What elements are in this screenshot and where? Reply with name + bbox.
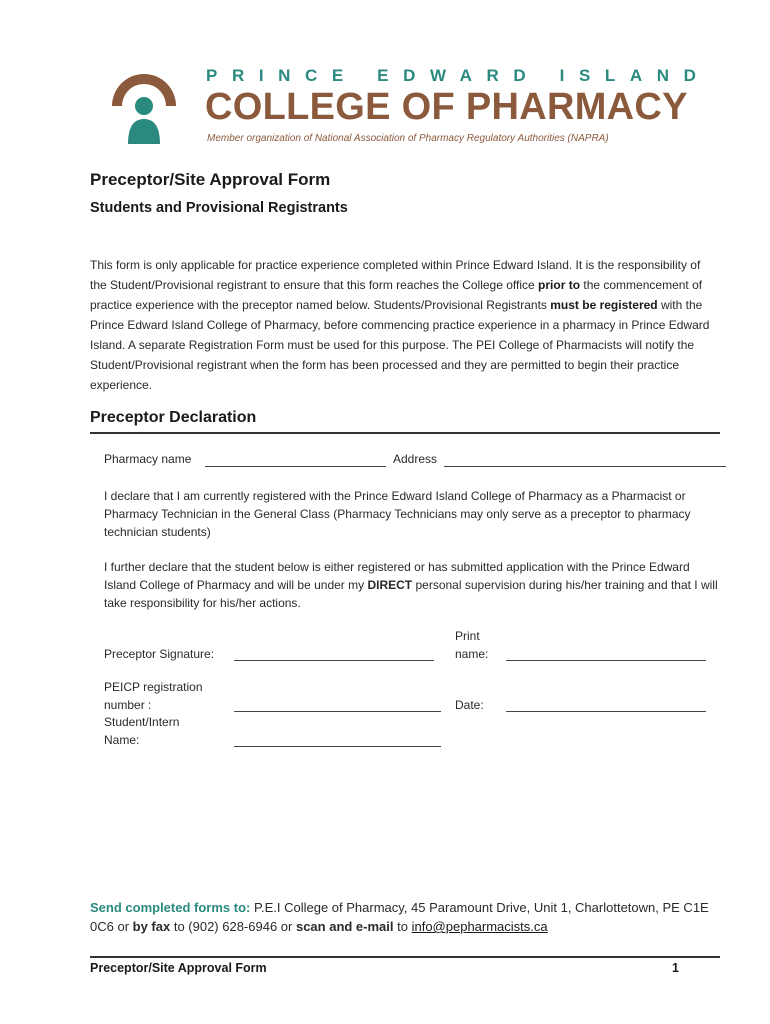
student-name-field[interactable] xyxy=(234,746,441,747)
footer-divider xyxy=(90,956,720,958)
form-subtitle: Students and Provisional Registrants xyxy=(90,200,348,216)
print-name-field[interactable] xyxy=(506,660,706,661)
peicp-registration-label-line1: PEICP registration xyxy=(104,680,203,694)
pharmacy-name-field[interactable] xyxy=(205,466,386,467)
date-field[interactable] xyxy=(506,711,706,712)
declaration-paragraph-1: I declare that I am currently registered with the Prince Edward Island College of Pharmacy as a Pharmacist or Pharmacy Technician in the General Class (Pharmacy Technicians may only serve as a preceptor to pharmacy technician students) xyxy=(104,489,691,539)
date-label: Date: xyxy=(455,698,484,712)
submission-instructions: Send completed forms to: P.E.I College of Pharmacy, 45 Paramount Drive, Unit 1, Charlottetown, PE C1E 0C6 or by fax to (902) 628-6946 or scan and e-mail to info@pepharmacists.ca xyxy=(90,900,709,934)
email-link[interactable]: info@pepharmacists.ca xyxy=(411,919,548,934)
peicp-registration-field[interactable] xyxy=(234,711,441,712)
pharmacy-logo-icon xyxy=(108,66,180,146)
logo-text-membership: Member organization of National Association of Pharmacy Regulatory Authorities (NAPRA) xyxy=(207,133,609,144)
pharmacy-name-label: Pharmacy name xyxy=(104,452,192,466)
section-title-preceptor-declaration: Preceptor Declaration xyxy=(90,409,257,426)
student-name-label-line2: Name: xyxy=(104,733,140,747)
logo-text-college: COLLEGE OF PHARMACY xyxy=(205,86,688,128)
student-name-label-line1: Student/Intern xyxy=(104,715,180,729)
footer-form-title: Preceptor/Site Approval Form xyxy=(90,961,267,975)
declaration-paragraph-2: I further declare that the student below is either registered or has submitted application with the Prince Edward Island College of Pharmacy and will be under my DIRECT personal supervision during his/her training and that I will take responsibility for his/her actions. xyxy=(104,560,718,610)
preceptor-signature-label: Preceptor Signature: xyxy=(104,647,215,661)
print-name-label-line2: name: xyxy=(455,647,489,661)
college-logo xyxy=(108,64,711,150)
section-divider xyxy=(90,432,720,434)
page-number: 1 xyxy=(672,961,679,975)
address-field[interactable] xyxy=(444,466,726,467)
print-name-label-line1: Print xyxy=(455,629,480,643)
form-title: Preceptor/Site Approval Form xyxy=(90,170,331,189)
logo-text-province: PRINCE EDWARD ISLAND xyxy=(206,66,711,85)
address-label: Address xyxy=(393,452,438,466)
preceptor-signature-field[interactable] xyxy=(234,660,434,661)
peicp-registration-label-line2: number : xyxy=(104,698,152,712)
intro-paragraph: This form is only applicable for practice experience completed within Prince Edward Island. It is the responsibility of the Student/Provisional registrant to ensure that this form reaches the College office prior to the commencement of practice experience with the preceptor named below. Students/Provisional Registrants must be registered with the Prince Edward Island College of Pharmacy, before commencing practice experience in a pharmacy in Prince Edward Island. A separate Registration Form must be used for this purpose. The PEI College of Pharmacists will notify the Student/Provisional registrant when the form has been processed and they are permitted to begin their practice experience. xyxy=(90,258,710,392)
